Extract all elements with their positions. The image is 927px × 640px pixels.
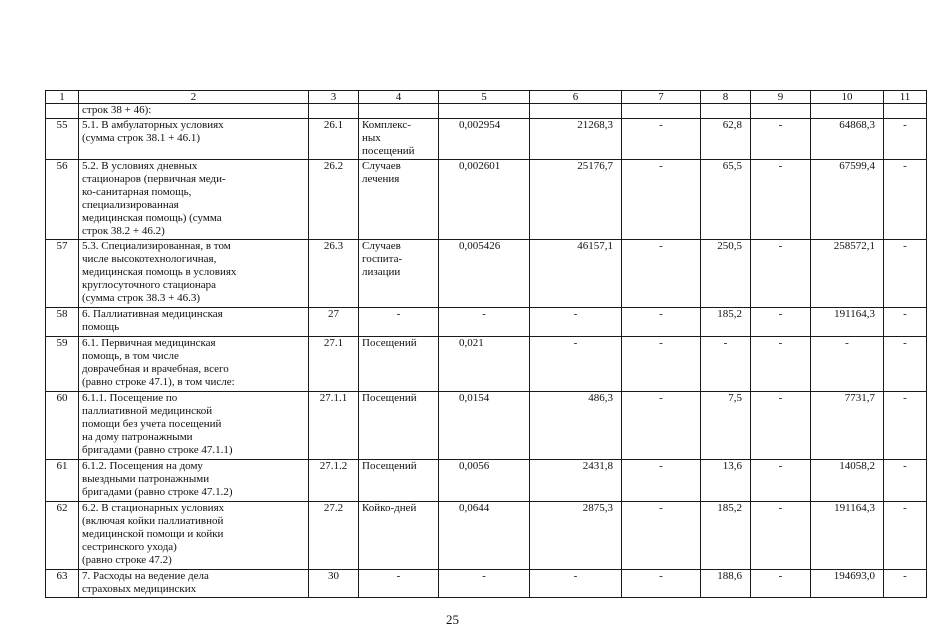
row-col11: - [884,308,927,337]
row-col9: - [751,570,811,598]
column-header: 5 [439,91,530,104]
row-col11: - [884,337,927,392]
row-col7: - [622,308,701,337]
column-header: 10 [811,91,884,104]
row-description: 6.1.1. Посещение по паллиативной медицинской помощи без учета посещений на дому патронажными бригадами (равно строке 47.1.1) [79,392,309,460]
row-code: 27.2 [309,502,359,570]
column-header: 7 [622,91,701,104]
row-col10 [811,104,884,119]
row-unit: - [359,570,439,598]
row-cost: - [530,337,622,392]
row-col11: - [884,392,927,460]
row-unit: Посещений [359,460,439,502]
row-unit: Посещений [359,337,439,392]
column-header: 1 [46,91,79,104]
row-volume: 0,0056 [439,460,530,502]
row-col9: - [751,502,811,570]
row-description: 6. Паллиативная медицинская помощь [79,308,309,337]
row-volume: - [439,570,530,598]
row-col8 [701,104,751,119]
row-cost: 2875,3 [530,502,622,570]
row-code: 27.1 [309,337,359,392]
row-code: 26.1 [309,119,359,160]
page-number: 25 [446,612,459,627]
row-col11 [884,104,927,119]
row-description: 6.1. Первичная медицинская помощь, в том числе доврачебная и врачебная, всего (равно строке 47.1), в том числе: [79,337,309,392]
row-col9: - [751,240,811,308]
column-header: 3 [309,91,359,104]
row-col9: - [751,119,811,160]
row-col8: 13,6 [701,460,751,502]
row-col10: 258572,1 [811,240,884,308]
row-col8: 185,2 [701,308,751,337]
row-col11: - [884,160,927,240]
column-header: 11 [884,91,927,104]
row-col7: - [622,502,701,570]
row-col8: 250,5 [701,240,751,308]
row-col11: - [884,570,927,598]
column-header: 2 [79,91,309,104]
row-volume: 0,002954 [439,119,530,160]
row-col9: - [751,392,811,460]
row-col11: - [884,460,927,502]
row-col7 [622,104,701,119]
row-cost [530,104,622,119]
row-description: 6.1.2. Посещения на дому выездными патронажными бригадами (равно строке 47.1.2) [79,460,309,502]
row-volume: 0,005426 [439,240,530,308]
row-col10: 67599,4 [811,160,884,240]
row-col7: - [622,392,701,460]
row-col11: - [884,502,927,570]
row-col7: - [622,240,701,308]
row-code: 27 [309,308,359,337]
row-number: 62 [46,502,79,570]
row-unit: Койко-дней [359,502,439,570]
row-col7: - [622,570,701,598]
row-col10: 14058,2 [811,460,884,502]
row-col7: - [622,337,701,392]
row-volume: 0,0644 [439,502,530,570]
row-volume: 0,002601 [439,160,530,240]
table-row [46,570,927,598]
row-number: 56 [46,160,79,240]
row-col9: - [751,308,811,337]
row-code: 26.3 [309,240,359,308]
table-row [46,337,927,392]
table-row [46,502,927,570]
row-unit [359,104,439,119]
row-code [309,104,359,119]
row-code: 27.1.2 [309,460,359,502]
row-unit: Комплекс- ных посещений [359,119,439,160]
row-number: 57 [46,240,79,308]
row-volume: - [439,308,530,337]
table-header-row [46,91,927,104]
row-col10: 64868,3 [811,119,884,160]
row-col8: 185,2 [701,502,751,570]
data-table [45,90,927,598]
row-col8: 7,5 [701,392,751,460]
row-unit: - [359,308,439,337]
row-cost: - [530,308,622,337]
row-cost: 21268,3 [530,119,622,160]
table-row [46,308,927,337]
row-description: 6.2. В стационарных условиях (включая койки паллиативной медицинской помощи и койки сестринского ухода) (равно строке 47.2) [79,502,309,570]
table-row [46,460,927,502]
column-header: 6 [530,91,622,104]
row-code: 30 [309,570,359,598]
row-volume: 0,021 [439,337,530,392]
row-cost: - [530,570,622,598]
row-number: 59 [46,337,79,392]
row-col10: 191164,3 [811,502,884,570]
row-col7: - [622,119,701,160]
table-row [46,392,927,460]
row-description: строк 38 + 46): [79,104,309,119]
row-col11: - [884,240,927,308]
row-number: 60 [46,392,79,460]
row-volume [439,104,530,119]
row-col9: - [751,460,811,502]
row-number [46,104,79,119]
column-header: 9 [751,91,811,104]
row-col9 [751,104,811,119]
row-unit: Случаев госпита- лизации [359,240,439,308]
row-cost: 25176,7 [530,160,622,240]
table-row [46,240,927,308]
row-unit: Посещений [359,392,439,460]
row-description: 7. Расходы на ведение дела страховых медицинских [79,570,309,598]
row-code: 26.2 [309,160,359,240]
column-header: 8 [701,91,751,104]
row-cost: 486,3 [530,392,622,460]
table-row [46,104,927,119]
row-unit: Случаев лечения [359,160,439,240]
row-cost: 2431,8 [530,460,622,502]
row-col8: 62,8 [701,119,751,160]
row-cost: 46157,1 [530,240,622,308]
table-row [46,160,927,240]
row-col7: - [622,460,701,502]
row-col10: - [811,337,884,392]
row-col8: - [701,337,751,392]
row-col8: 65,5 [701,160,751,240]
row-number: 58 [46,308,79,337]
row-col10: 194693,0 [811,570,884,598]
row-col10: 191164,3 [811,308,884,337]
column-header: 4 [359,91,439,104]
row-col11: - [884,119,927,160]
row-description: 5.1. В амбулаторных условиях (сумма строк 38.1 + 46.1) [79,119,309,160]
row-col9: - [751,160,811,240]
row-col8: 188,6 [701,570,751,598]
row-col7: - [622,160,701,240]
row-number: 61 [46,460,79,502]
row-number: 63 [46,570,79,598]
row-code: 27.1.1 [309,392,359,460]
row-col10: 7731,7 [811,392,884,460]
row-col9: - [751,337,811,392]
row-description: 5.3. Специализированная, в том числе высокотехнологичная, медицинская помощь в условиях круглосуточного стационара (сумма строк 38.3 + 46.3) [79,240,309,308]
table-row [46,119,927,160]
row-description: 5.2. В условиях дневных стационаров (первичная меди- ко-санитарная помощь, специализированная медицинская помощь) (сумма строк 38.2 + 46.2) [79,160,309,240]
row-volume: 0,0154 [439,392,530,460]
row-number: 55 [46,119,79,160]
